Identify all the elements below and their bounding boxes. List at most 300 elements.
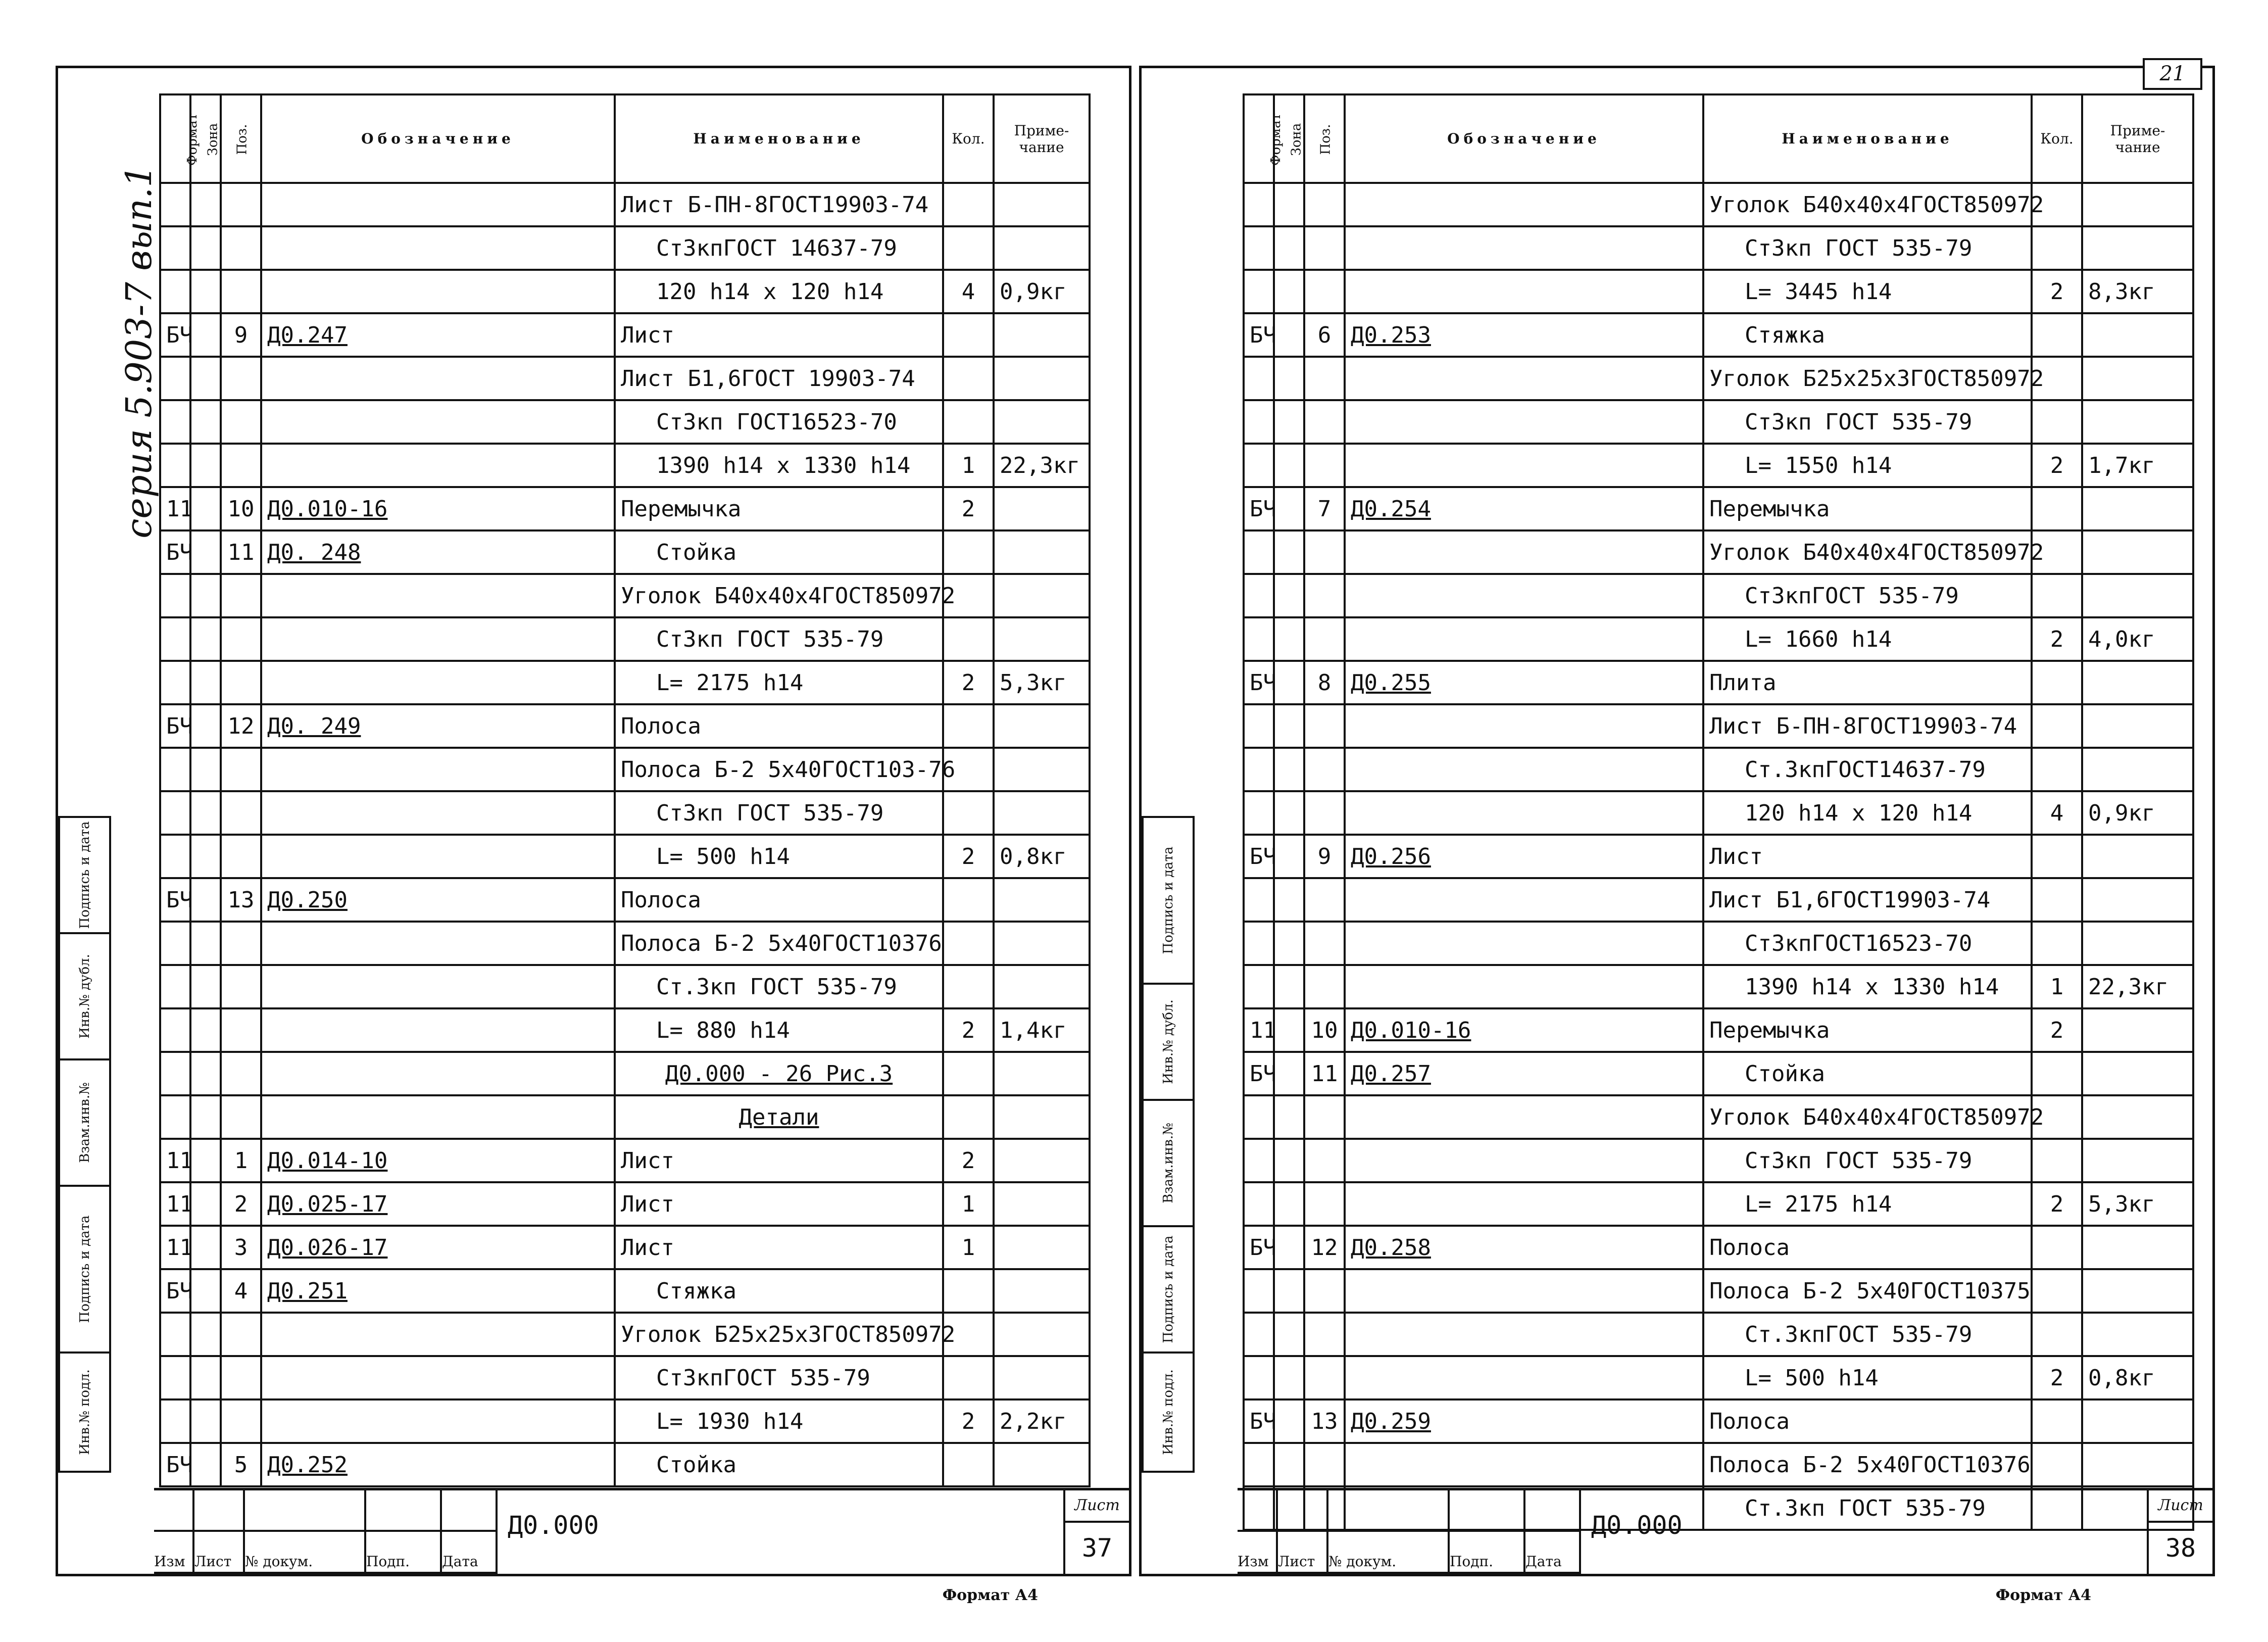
cell-format: 11 [160, 487, 190, 530]
cell-zone [190, 748, 221, 791]
cell-pos [1304, 1313, 1345, 1356]
spec-table-left [159, 93, 1091, 1487]
table-row [160, 574, 1090, 617]
cell-name: Ст3кпГОСТ 535-79 [1703, 574, 2032, 617]
cell-name: Полоса Б-2 5х40ГОСТ103-76 [615, 748, 943, 791]
cell-format [160, 270, 190, 313]
cell-name: Полоса [615, 878, 943, 922]
col-name: Наименование [615, 94, 943, 183]
cell-name: Лист Б-ПН-8ГОСТ19903-74 [1703, 704, 2032, 748]
cell-name: Лист [615, 1139, 943, 1182]
cell-note: 1,7кг [2082, 444, 2193, 487]
table-row [1244, 1052, 2193, 1095]
cell-designation: Д0.250 [261, 878, 615, 922]
cell-designation [261, 965, 615, 1008]
cell-note: 22,3кг [994, 444, 1090, 487]
cell-designation [261, 357, 615, 400]
cell-format [160, 835, 190, 878]
cell-pos [221, 1313, 261, 1356]
cell-note: 2,2кг [994, 1399, 1090, 1443]
cell-zone [190, 313, 221, 357]
side-stamp-cell: Инв.№ подл. [1160, 1369, 1176, 1455]
cell-format [160, 965, 190, 1008]
cell-note [2082, 530, 2193, 574]
cell-pos [1304, 530, 1345, 574]
cell-qty: 2 [943, 1139, 994, 1182]
cell-note [2082, 183, 2193, 226]
cell-pos: 10 [221, 487, 261, 530]
cell-qty [943, 617, 994, 661]
cell-pos: 3 [221, 1226, 261, 1269]
cell-qty [943, 400, 994, 444]
cell-zone [190, 183, 221, 226]
table-row [160, 226, 1090, 270]
cell-qty [943, 530, 994, 574]
cell-format [1244, 1313, 1274, 1356]
cell-format [160, 922, 190, 965]
cell-zone [1274, 1226, 1304, 1269]
table-row [1244, 400, 2193, 444]
cell-designation: Д0.010-16 [261, 487, 615, 530]
table-row [160, 1008, 1090, 1052]
cell-designation [261, 922, 615, 965]
cell-format [1244, 748, 1274, 791]
cell-format [160, 400, 190, 444]
side-stamp-cell: Взам.инв.№ [60, 1060, 109, 1187]
cell-qty [2032, 1399, 2082, 1443]
table-row [160, 748, 1090, 791]
cell-name: Полоса [615, 704, 943, 748]
cell-qty [943, 878, 994, 922]
cell-format [1244, 574, 1274, 617]
cell-format [1244, 400, 1274, 444]
cell-format [160, 444, 190, 487]
col-note: Приме-чание [994, 94, 1090, 183]
cell-pos: 13 [1304, 1399, 1345, 1443]
sheet-number: 37 [1081, 1533, 1113, 1563]
cell-note [2082, 400, 2193, 444]
cell-qty [943, 791, 994, 835]
cell-format [1244, 270, 1274, 313]
table-header-row [160, 94, 1090, 183]
cell-qty: 2 [2032, 617, 2082, 661]
cell-qty [2032, 704, 2082, 748]
cell-name: Уголок Б40х40х4ГОСТ850972 [1703, 1095, 2032, 1139]
cell-name: Ст.3кп ГОСТ 535-79 [615, 965, 943, 1008]
cell-qty: 1 [943, 444, 994, 487]
cell-zone [1274, 835, 1304, 878]
cell-pos [221, 226, 261, 270]
cell-name: Уголок Б40х40х4ГОСТ850972 [1703, 530, 2032, 574]
cell-name: Лист [615, 313, 943, 357]
side-stamp-cell: Подпись и дата [1144, 1227, 1193, 1354]
cell-zone [190, 791, 221, 835]
cell-note: 1,4кг [994, 1008, 1090, 1052]
cell-pos: 2 [221, 1182, 261, 1226]
table-row [160, 1095, 1090, 1139]
cell-note: 0,8кг [2082, 1356, 2193, 1399]
cell-zone [190, 878, 221, 922]
cell-format: БЧ [1244, 1052, 1274, 1095]
cell-format [1244, 1139, 1274, 1182]
cell-note [994, 530, 1090, 574]
cell-note [994, 1139, 1090, 1182]
cell-qty [2032, 1269, 2082, 1313]
cell-zone [1274, 313, 1304, 357]
cell-note [2082, 748, 2193, 791]
cell-designation: Д0.257 [1345, 1052, 1703, 1095]
cell-designation [261, 1008, 615, 1052]
table-row [160, 530, 1090, 574]
cell-qty [943, 313, 994, 357]
cell-pos [221, 183, 261, 226]
cell-designation: Д0.256 [1345, 835, 1703, 878]
cell-zone [1274, 878, 1304, 922]
cell-pos [1304, 444, 1345, 487]
cell-name: Лист Б-ПН-8ГОСТ19903-74 [615, 183, 943, 226]
cell-zone [190, 661, 221, 704]
cell-note [2082, 1052, 2193, 1095]
cell-note [994, 704, 1090, 748]
cell-zone [190, 1399, 221, 1443]
cell-designation [261, 444, 615, 487]
sheet-number-box: Лист 37 [1063, 1490, 1129, 1574]
cell-qty: 4 [2032, 791, 2082, 835]
cell-qty [2032, 400, 2082, 444]
cell-name: L= 500 h14 [615, 835, 943, 878]
cell-zone [190, 574, 221, 617]
cell-zone [1274, 183, 1304, 226]
cell-format: БЧ [160, 704, 190, 748]
cell-designation: Д0.255 [1345, 661, 1703, 704]
table-row [160, 183, 1090, 226]
cell-format [1244, 357, 1274, 400]
col-designation: Обозначение [261, 94, 615, 183]
cell-note [994, 878, 1090, 922]
cell-format [1244, 878, 1274, 922]
cell-format: БЧ [160, 530, 190, 574]
side-stamp-cell: Инв.№ подл. [77, 1369, 92, 1455]
cell-designation [1345, 530, 1703, 574]
cell-format [1244, 1095, 1274, 1139]
cell-name: Полоса Б-2 5х40ГОСТ10375 [1703, 1269, 2032, 1313]
cell-name: Перемычка [1703, 1008, 2032, 1052]
cell-format: БЧ [1244, 1399, 1274, 1443]
cell-format: БЧ [1244, 835, 1274, 878]
cell-designation: Д0.253 [1345, 313, 1703, 357]
cell-zone [190, 1095, 221, 1139]
table-row [160, 487, 1090, 530]
cell-zone [1274, 1443, 1304, 1486]
cell-pos: 5 [221, 1443, 261, 1486]
cell-designation [1345, 357, 1703, 400]
side-stamp-cell: Инв.№ дубл. [1144, 985, 1193, 1101]
cell-zone [190, 922, 221, 965]
title-block-left: Изм Лист № докум. Подп. Дата Д0.000 Лист 37 [154, 1488, 1129, 1574]
cell-name: Полоса [1703, 1226, 2032, 1269]
cell-format [1244, 1443, 1274, 1486]
cell-zone [190, 1008, 221, 1052]
cell-designation [1345, 574, 1703, 617]
cell-note [994, 487, 1090, 530]
cell-format [160, 1052, 190, 1095]
cell-pos [221, 661, 261, 704]
cell-pos [221, 617, 261, 661]
cell-designation [1345, 444, 1703, 487]
cell-designation [1345, 1095, 1703, 1139]
table-row [1244, 1399, 2193, 1443]
cell-zone [190, 1269, 221, 1313]
table-row [1244, 922, 2193, 965]
cell-note: 0,8кг [994, 835, 1090, 878]
cell-pos [1304, 791, 1345, 835]
cell-pos [1304, 400, 1345, 444]
cell-qty [2032, 878, 2082, 922]
cell-zone [190, 835, 221, 878]
cell-note [2082, 574, 2193, 617]
page-number: 21 [2143, 58, 2202, 90]
cell-pos [1304, 1095, 1345, 1139]
cell-zone [1274, 1008, 1304, 1052]
cell-format: БЧ [160, 313, 190, 357]
table-row [1244, 1008, 2193, 1052]
cell-format: 11 [160, 1182, 190, 1226]
document-code: Д0.000 [508, 1511, 599, 1540]
table-row [1244, 1356, 2193, 1399]
cell-zone [190, 270, 221, 313]
cell-zone [1274, 444, 1304, 487]
cell-zone [190, 1052, 221, 1095]
table-row [1244, 748, 2193, 791]
table-row [160, 313, 1090, 357]
cell-qty [943, 704, 994, 748]
table-row [1244, 791, 2193, 835]
table-row [160, 791, 1090, 835]
cell-designation [1345, 617, 1703, 661]
cell-note [2082, 1226, 2193, 1269]
cell-note [2082, 1095, 2193, 1139]
cell-note [2082, 1313, 2193, 1356]
cell-qty: 2 [2032, 1356, 2082, 1399]
cell-pos: 8 [1304, 661, 1345, 704]
cell-qty [2032, 1226, 2082, 1269]
table-header-row [1244, 94, 2193, 183]
cell-designation: Д0.026-17 [261, 1226, 615, 1269]
cell-note [994, 617, 1090, 661]
cell-pos [1304, 270, 1345, 313]
cell-pos [1304, 574, 1345, 617]
side-stamp-right [1142, 816, 1195, 1473]
cell-name: Лист Б1,6ГОСТ 19903-74 [615, 357, 943, 400]
table-row [160, 1313, 1090, 1356]
cell-pos [1304, 1139, 1345, 1182]
cell-pos [221, 444, 261, 487]
cell-qty [2032, 748, 2082, 791]
cell-pos: 6 [1304, 313, 1345, 357]
side-stamp-cell: Инв.№ дубл. [60, 934, 109, 1060]
cell-designation: Д0. 249 [261, 704, 615, 748]
table-row [1244, 357, 2193, 400]
table-row [1244, 661, 2193, 704]
cell-note [994, 1226, 1090, 1269]
cell-designation [1345, 1313, 1703, 1356]
side-stamp-cell: Подпись и дата [60, 818, 109, 934]
cell-format [160, 791, 190, 835]
cell-pos [1304, 1269, 1345, 1313]
cell-zone [190, 487, 221, 530]
cell-format [1244, 530, 1274, 574]
cell-note [994, 922, 1090, 965]
cell-note [2082, 704, 2193, 748]
col-qty: Кол. [943, 94, 994, 183]
cell-zone [1274, 965, 1304, 1008]
cell-designation [261, 835, 615, 878]
cell-designation [1345, 183, 1703, 226]
table-row [1244, 1443, 2193, 1486]
cell-name: Ст3кпГОСТ 14637-79 [615, 226, 943, 270]
cell-format [160, 357, 190, 400]
cell-note: 0,9кг [994, 270, 1090, 313]
cell-name: Ст3кпГОСТ16523-70 [1703, 922, 2032, 965]
table-row [1244, 617, 2193, 661]
col-designation: Обозначение [1345, 94, 1703, 183]
table-row [160, 704, 1090, 748]
table-row [160, 1356, 1090, 1399]
cell-zone [190, 965, 221, 1008]
cell-zone [1274, 748, 1304, 791]
cell-zone [1274, 357, 1304, 400]
cell-name: 1390 h14 x 1330 h14 [1703, 965, 2032, 1008]
cell-note [2082, 1008, 2193, 1052]
cell-note [994, 574, 1090, 617]
table-row [1244, 574, 2193, 617]
col-pos: Поз. [221, 94, 261, 183]
table-row [1244, 487, 2193, 530]
spec-sheet-left [56, 66, 1131, 1604]
cell-pos: 12 [1304, 1226, 1345, 1269]
table-row [1244, 270, 2193, 313]
cell-name: L= 1550 h14 [1703, 444, 2032, 487]
cell-note [2082, 835, 2193, 878]
cell-format: БЧ [1244, 487, 1274, 530]
cell-pos: 9 [1304, 835, 1345, 878]
cell-zone [190, 1443, 221, 1486]
cell-name: Уголок Б40х40х4ГОСТ850972 [1703, 183, 2032, 226]
series-label: серия 5.903-7 вып.1 [118, 165, 160, 539]
cell-name: L= 880 h14 [615, 1008, 943, 1052]
cell-name: Стяжка [1703, 313, 2032, 357]
cell-name: Стойка [615, 1443, 943, 1486]
col-pos: Поз. [1304, 94, 1345, 183]
cell-name: Лист [1703, 835, 2032, 878]
cell-name: L= 2175 h14 [1703, 1182, 2032, 1226]
cell-note [2082, 1443, 2193, 1486]
cell-zone [190, 1139, 221, 1182]
cell-name: Стойка [1703, 1052, 2032, 1095]
cell-name: Ст3кп ГОСТ16523-70 [615, 400, 943, 444]
cell-designation [1345, 1139, 1703, 1182]
cell-note [994, 965, 1090, 1008]
cell-designation: Д0.252 [261, 1443, 615, 1486]
col-format: Формат [160, 94, 190, 183]
cell-designation [1345, 1443, 1703, 1486]
cell-qty [943, 922, 994, 965]
cell-qty [2032, 661, 2082, 704]
cell-qty [943, 1052, 994, 1095]
cell-pos: 7 [1304, 487, 1345, 530]
cell-designation [1345, 270, 1703, 313]
cell-pos [1304, 748, 1345, 791]
table-row [160, 1443, 1090, 1486]
cell-designation [1345, 1356, 1703, 1399]
cell-designation [261, 183, 615, 226]
cell-qty: 2 [943, 487, 994, 530]
cell-designation [261, 1356, 615, 1399]
cell-format [160, 183, 190, 226]
cell-note: 8,3кг [2082, 270, 2193, 313]
cell-format [160, 617, 190, 661]
cell-zone [1274, 661, 1304, 704]
cell-note [2082, 313, 2193, 357]
cell-zone [190, 226, 221, 270]
cell-note [994, 357, 1090, 400]
cell-format [160, 748, 190, 791]
cell-designation [261, 270, 615, 313]
cell-name: Стойка [615, 530, 943, 574]
cell-designation [261, 226, 615, 270]
table-row [1244, 1095, 2193, 1139]
table-row [160, 965, 1090, 1008]
table-row [1244, 313, 2193, 357]
table-row [1244, 183, 2193, 226]
cell-pos: 1 [221, 1139, 261, 1182]
cell-zone [190, 1313, 221, 1356]
cell-pos [221, 791, 261, 835]
col-qty: Кол. [2032, 94, 2082, 183]
cell-qty: 2 [2032, 270, 2082, 313]
cell-pos [1304, 226, 1345, 270]
cell-zone [190, 617, 221, 661]
cell-pos [221, 748, 261, 791]
cell-pos [1304, 922, 1345, 965]
cell-name: Ст3кпГОСТ 535-79 [615, 1356, 943, 1399]
cell-pos [1304, 1182, 1345, 1226]
cell-designation [261, 661, 615, 704]
cell-qty: 2 [2032, 444, 2082, 487]
cell-designation: Д0.025-17 [261, 1182, 615, 1226]
cell-note: 5,3кг [2082, 1182, 2193, 1226]
cell-designation [1345, 226, 1703, 270]
cell-format: БЧ [160, 1269, 190, 1313]
table-row [160, 878, 1090, 922]
cell-note [994, 1269, 1090, 1313]
table-row [1244, 1269, 2193, 1313]
cell-format: 11 [160, 1226, 190, 1269]
cell-note [2082, 357, 2193, 400]
cell-qty [2032, 313, 2082, 357]
cell-qty [943, 1356, 994, 1399]
cell-name: Ст.3кпГОСТ 535-79 [1703, 1313, 2032, 1356]
side-stamp-cell: Подпись и дата [60, 1187, 109, 1354]
cell-note [994, 748, 1090, 791]
cell-name: Полоса Б-2 5х40ГОСТ10376 [1703, 1443, 2032, 1486]
cell-pos: 4 [221, 1269, 261, 1313]
cell-designation [261, 1052, 615, 1095]
side-stamp-cell: Подпись и дата [1144, 818, 1193, 985]
cell-zone [190, 1356, 221, 1399]
cell-name: Лист [615, 1182, 943, 1226]
cell-pos [221, 835, 261, 878]
